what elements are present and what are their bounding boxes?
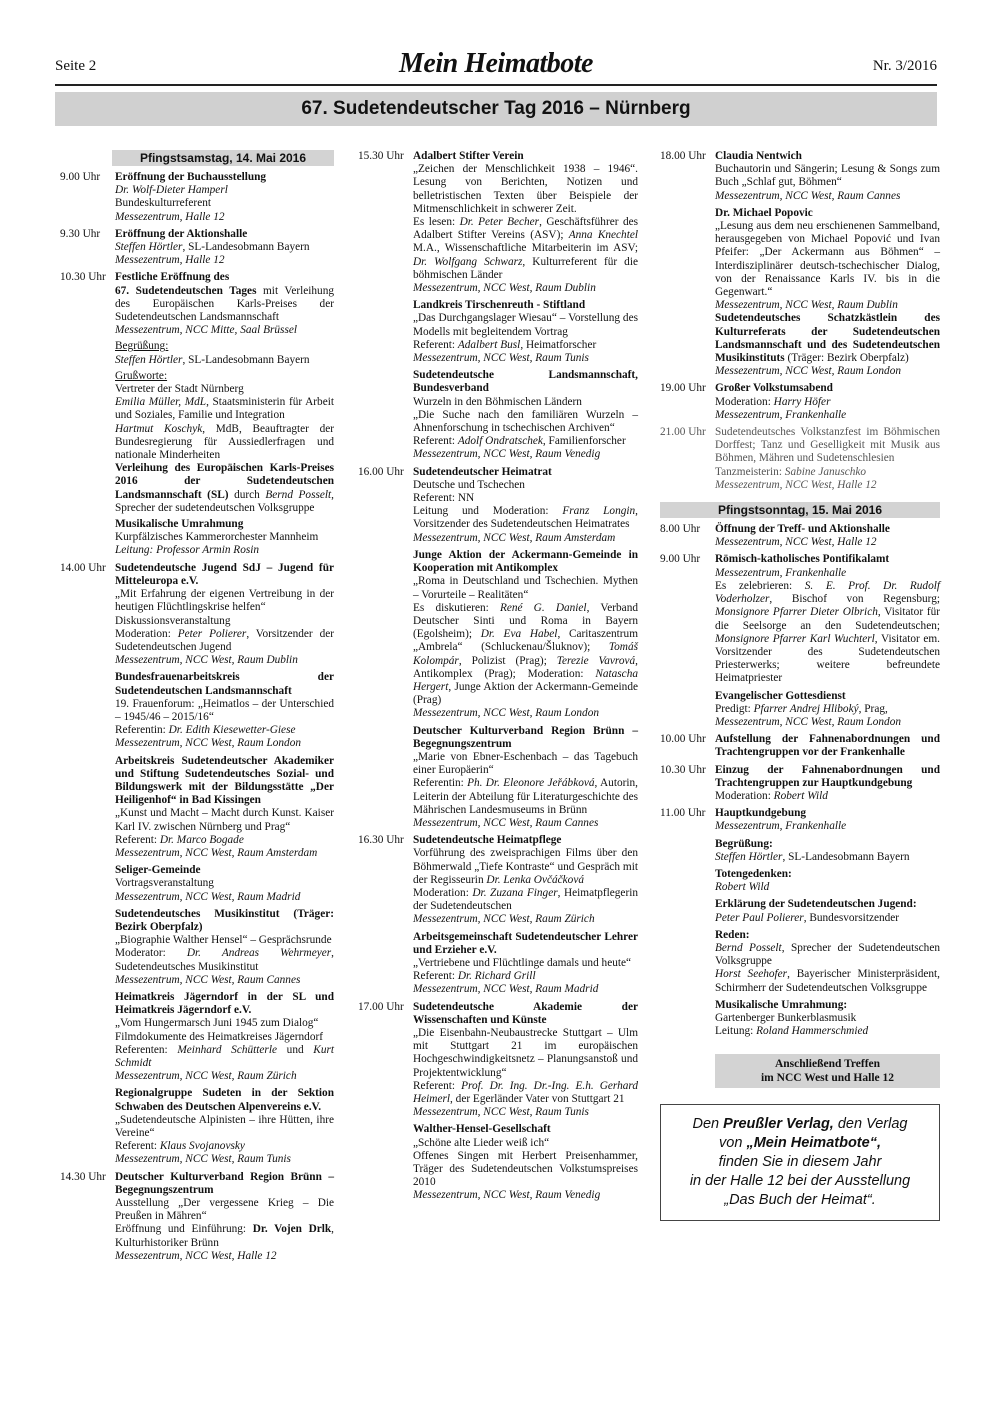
day-header-saturday: Pfingstsamstag, 14. Mai 2016 [112,150,334,166]
publisher-name: Preußler Verlag, [723,1116,834,1133]
event-desc: mit Verleihung des Europäischen Karls-Preises der Sudetendeutschen Landsmannschaft [115,284,334,324]
role: , Sudetendeutsches Musikinstitut [115,947,334,973]
event-desc: „Schöne alte Lieder weiß ich“ [413,1136,550,1149]
advert-box [660,1104,940,1221]
person: Dr. Lenka Ovčáčková [486,873,584,886]
event-desc: Ausstellung „Der vergessene Krieg – Die Preußen in Mähren“ [115,1197,334,1223]
event-title: Arbeitskreis Sudetendeutscher Akademiker und Stiftung Sudetendeutsches Sozial- und Bildungswerk mit der Bildungsstätte „Der Heiligenhof“ in Bad Kissingen [115,754,334,807]
event-title: 67. Sudetendeutschen Tages [115,284,257,297]
header-rule [55,84,937,86]
person: René G. Daniel [499,601,587,614]
event-title: Sudetendeutsche Akademie der Wissenschaften und Künste [413,1000,638,1026]
text: , Junge Aktion der Ackermann-Gemeinde (Prag) [413,680,638,707]
text: Referent: [413,435,458,448]
person: Dr. Eva Habel [480,628,558,641]
event-title: Dr. Michael Popovic [715,206,813,219]
text: , Sprecher der Sudetendeutschen Volksgruppe [715,941,940,968]
event-desc: „Die Suche nach den familiären Wurzeln – Ahnenforschung in tschechischen Archiven“ [413,408,638,435]
event-time: 10.30 Uhr [660,763,706,776]
person: Dr. Vojen Drlk [252,1223,332,1236]
text: „Das Buch der Heimat“. [724,1192,876,1209]
location: Messezentrum, NCC West, Raum Venedig [413,448,601,461]
sub-event [413,725,638,831]
event-desc: Sudetendeutsches Volkstanzfest im Böhmischen Dorffest; Tanz und Geselligkeit mit Musik aus Böhmen, Mähren und Sudetenschlesien [715,426,940,465]
section-label: Musikalische Umrahmung [115,518,244,531]
ensemble: Gartenberger Bunkerblasmusik [715,1011,857,1024]
text: Referenten: [115,1043,178,1056]
section-label: Totengedenken: [715,867,792,880]
event-title: Walther-Hensel-Gesellschaft [413,1123,551,1136]
text: Referent: [115,1140,160,1153]
person: Prof. Dr. Ing. Dr.-Ing. E.h. Gerhard Heimerl [413,1079,638,1106]
person: Dr. Zuzana Finger [472,886,558,899]
role: , Staatsministerin für Arbeit und Soziales, Familie und Integration [115,396,334,422]
text: Referent: [413,970,458,983]
role: Bundeskulturreferent [115,197,211,210]
event [358,1001,638,1120]
event-title: Bundesfrauenarbeitskreis der Sudetendeutschen Landsmannschaft [115,671,334,697]
masthead-logo: Mein Heimatbote [399,48,593,79]
text: , Antikomplex (Prag); Moderation: [413,654,638,680]
text: Vorführung des zweisprachigen Films über den Böhmerwald „Tiefe Kontraste“ und Gespräch mit der Regisseurin [413,847,638,886]
event-title: Römisch-katholisches Pontifikalamt [715,553,890,566]
role: , SL-Landesobmann Bayern [182,241,310,254]
person: Emilia Müller, MdL [115,396,207,409]
person: Roland Hammerschmied [756,1025,869,1038]
event-time: 9.00 Uhr [60,171,101,183]
person: Pfarrer Andrej Hliboký [753,702,859,715]
event-title: Evangelischer Gottesdienst [715,689,846,702]
text: , Caritaszentrum „Ambrela“ (Schluckenau/Šluknov); [413,628,638,654]
event-desc: „Das Durchgangslager Wiesau“ – Vorstellung des Modells mit begleitendem Vortrag [413,312,638,338]
location: Messezentrum, NCC West, Raum Cannes [413,816,599,829]
location: Messezentrum, Halle 12 [115,210,225,223]
event [660,523,940,549]
event-desc: „Biographie Walther Hensel“ – Gesprächsrunde [115,934,332,947]
page-header [55,48,937,88]
event-title: Eröffnung der Aktionshalle [115,227,248,240]
person: Peter Polierer [177,627,247,640]
event-desc: „Roma in Deutschland und Tschechien. Mythen – Vorurteile – Realitäten“ [413,575,638,601]
event [60,228,334,268]
location: Messezentrum, Frankenhalle [715,566,847,579]
role: , MdB, Beauftragter der Bundesregierung für Aussiedlerfragen und nationale Minderheiten [115,422,334,462]
event-title: Sudetendeutsches Schatzkästlein des Kulturreferats der Sudetendeutschen Landsmannschaft und des Sudetendeutschen Musikinstituts [715,312,940,365]
closing-note-line: im NCC West und Halle 12 [760,1072,894,1085]
event-time: 10.30 Uhr [60,271,106,284]
text: Leitung und Moderation: [413,505,563,518]
person: Horst Seehofer [715,968,788,981]
sub-event [413,299,638,365]
day-header-sunday: Pfingstsonntag, 15. Mai 2016 [660,502,940,518]
text: und [277,1043,314,1056]
location: Messezentrum, NCC Mitte, Saal Brüssel [115,324,297,337]
location: Messezentrum, NCC West, Raum Zürich [115,1070,297,1083]
event [358,466,638,545]
text: in der Halle 12 bei der Ausstellung [689,1173,911,1190]
text: , Kulturreferent für die böhmischen Länder [413,255,638,281]
person: Dr. Wolf-Dieter Hamperl [115,184,228,197]
text: , Polizist (Prag); [458,654,557,667]
person: Klaus Svojanovsky [159,1140,245,1153]
sub-event [115,908,334,987]
text: , der Egerländer Vater von Stuttgart 21 [450,1093,625,1106]
person: Steffen Hörtler [115,241,183,254]
event-title: Sudetendeutsche Heimatpflege [413,834,562,847]
event-desc: 19. Frauenforum: „Heimatlos – der Unterschied – 1945/46 – 2015/16“ [115,697,334,723]
event [60,1171,334,1263]
section-label: Begrüßung: [115,340,169,353]
event-title: Sudetendeutscher Heimatrat [413,465,552,478]
event [660,382,940,422]
location: Messezentrum, NCC West, Raum Tunis [413,1106,589,1119]
event-desc: „Kunst und Macht – Macht durch Kunst. Kaiser Karl IV. zwischen Nürnberg und Prag“ [115,807,334,833]
award-title: Verleihung des Europäischen Karls-Preises 2016 der Sudetendeutschen Landsmannschaft (SL) [115,462,334,501]
event-time: 18.00 Uhr [660,150,706,162]
closing-note-line: Anschließend Treffen [774,1058,881,1071]
person: Anna Knechtel [568,229,638,242]
event [660,807,940,1038]
page-number: Seite 2 [55,58,97,74]
text: , Prag, [858,702,888,715]
person: Harry Höfer [773,395,831,408]
sub-event [715,690,940,730]
column-2 [358,150,638,1207]
event-desc: „Vom Hungermarsch Juni 1945 zum Dialog“ [115,1017,319,1030]
person: Terezie Vavrová [556,654,636,667]
location: Messezentrum, NCC West, Raum London [715,365,901,378]
person: Peter Paul Polierer [715,911,804,924]
event-desc: Filmdokumente des Heimatkreises Jägerndorf [115,1030,323,1043]
event-title: Sudetendeutsches Musikinstitut (Träger: Bezirk Oberpfalz) [115,907,334,933]
section-label: Musikalische Umrahmung: [715,998,848,1011]
person: Bernd Posselt [265,488,332,501]
location: Messezentrum, NCC West, Halle 12 [715,478,877,491]
event-desc: Deutsche und Tschechen [413,478,525,491]
event [60,562,334,668]
event [660,150,940,203]
sub-event [115,991,334,1083]
text: Leitung: [715,1025,757,1038]
sub-event [115,671,334,750]
event [60,271,334,557]
person: Meinhard Schütterle [177,1043,277,1056]
person: Dr. Richard Grill [457,970,536,983]
text: Referentin: [115,724,169,737]
location: Messezentrum, NCC West, Raum Amsterdam [413,531,616,544]
sub-event [413,1123,638,1202]
paper-name: „Mein Heimatbote“, [746,1135,881,1152]
event [60,171,334,224]
text: , Bayerischer Ministerpräsident, Schirmherr der Sudetendeutschen Volksgruppe [715,968,940,994]
location: Messezentrum, NCC West, Raum Tunis [115,1153,291,1166]
event-time: 16.30 Uhr [358,834,404,847]
person: Bernd Posselt [715,941,782,954]
event-title: Festliche Eröffnung des [115,271,230,284]
event-desc: „Die Eisenbahn-Neubaustrecke Stuttgart – Ulm mit Stuttgart 21 im europäischen Hochgeschwindigkeitsnetz – Planungsanstoß und Projektentwicklung“ [413,1027,638,1079]
text: , Vorsitzender des Sudetendeutschen Heimatrates [413,505,638,531]
conductor: Leitung: Professor Armin Rosin [115,544,260,557]
location: Messezentrum, NCC West, Raum Dublin [115,654,298,667]
section-label: Reden: [715,928,750,941]
speaker: Vertreter der Stadt Nürnberg [115,383,244,396]
event-title: Aufstellung der Fahnenabordnungen und Trachtengruppen vor der Frankenhalle [715,733,940,759]
event [358,834,638,926]
text: Moderation: [715,395,774,408]
person: Steffen Hörtler [715,850,783,863]
event-title: Regionalgruppe Sudeten in der Sektion Schwaben des Deutschen Alpenvereins e.V. [115,1087,334,1113]
role: , Kulturhistoriker Brünn [115,1223,334,1249]
location: Messezentrum, Frankenhalle [715,820,847,833]
text: Es diskutieren: [413,601,500,614]
text: , Visitator für die Seelsorge an den Sudetendeutschen; [715,606,940,632]
event-time: 17.00 Uhr [358,1000,404,1013]
location: Messezentrum, NCC West, Raum Amsterdam [115,846,318,859]
person: Robert Wild [715,881,770,894]
person: S. E. Prof. Dr. Rudolf Voderholzer [715,579,940,606]
event-desc: Referent: NN [413,492,475,505]
text: Referent: [413,1079,462,1092]
person: Dr. Edith Kiesewetter-Giese [168,724,296,737]
person: Robert Wild [773,789,828,802]
event [660,764,940,804]
event-time: 11.00 Uhr [660,807,706,820]
event-desc: Diskussionsveranstaltung [115,614,231,627]
person: Monsignore Pfarrer Dieter Olbrich [715,606,878,619]
text: , Geschäftsführer des Adalbert Stifter Vereins (ASV); [413,216,638,242]
event-time: 19.00 Uhr [660,382,706,395]
event-title: Sudetendeutsche Jugend SdJ – Jugend für Mitteleuropa e.V. [115,561,334,587]
section-label: Grußworte: [115,369,168,382]
text: , Bischof von Regensburg; [769,593,940,606]
event-desc: „Sudetendeutsche Alpinisten – ihre Hütten, ihre Vereine“ [115,1113,334,1140]
ensemble: Kurpfälzisches Kammerorchester Mannheim [115,531,319,544]
text: den Verlag [833,1116,908,1133]
event-title: Hauptkundgebung [715,807,807,820]
location: Messezentrum, NCC West, Raum Cannes [715,189,901,202]
location: Messezentrum, NCC West, Halle 12 [715,536,877,549]
event-title: Öffnung der Treff- und Aktionshalle [715,523,890,536]
location: Messezentrum, NCC West, Raum Dublin [715,299,898,312]
location: Messezentrum, NCC West, Raum London [413,707,599,720]
event-title: Seliger-Gemeinde [115,864,201,877]
text: , Heimatforscher [520,338,597,351]
column-1 [60,150,334,1267]
text: Referentin: [413,777,468,790]
event-desc: Buchautorin und Sängerin; Lesung & Songs zum Buch „Schlaf gut, Böhmen“ [715,163,940,189]
issue-number: Nr. 3/2016 [872,58,937,74]
person: Dr. Peter Becher [459,216,540,229]
text: von [719,1135,747,1152]
location: Messezentrum, NCC West, Raum Tunis [413,352,589,365]
sub-event [715,207,940,379]
location: Messezentrum, NCC West, Raum Madrid [115,890,301,903]
person: Kurt Schmidt [115,1043,335,1069]
event-title: Arbeitsgemeinschaft Sudetendeutscher Lehrer und Erzieher e.V. [413,930,638,956]
person: Dr. Andreas Wehrmeyer [186,947,332,960]
event-desc: Offenes Singen mit Herbert Preisenhammer, Träger des Sudetendeutschen Volkstumspreises 2010 [413,1149,638,1189]
sub-event [115,755,334,861]
sub-event [413,369,638,461]
person: Adolf Ondratschek [457,435,543,448]
sub-event [115,864,334,904]
person: Steffen Hörtler [115,353,183,366]
location: Messezentrum, NCC West, Raum Cannes [115,973,301,986]
event [660,733,940,759]
event-time: 21.00 Uhr [660,426,706,439]
location: Messezentrum, Halle 12 [115,254,225,267]
person: Dr. Wolfgang Schwarz [413,255,523,268]
event-time: 15.30 Uhr [358,150,404,162]
event-title: Landkreis Tirschenreuth - Stiftland [413,299,586,312]
person: Dr. Marco Bogade [159,833,244,846]
event-desc: „Mit Erfahrung der eigenen Vertreibung in der heutigen Flüchtlingskrise helfen“ [115,588,334,614]
event-time: 16.00 Uhr [358,465,404,478]
person: Ph. Dr. Eleonore Jeřábková [467,777,595,790]
event-time: 10.00 Uhr [660,733,706,746]
event-time: 14.00 Uhr [60,561,106,574]
event-desc: „Lesung aus dem neu erschienenen Sammelband, herausgegeben von Michael Popović und Ivan Pfeifer: „Der Ackermann aus Böhmen“ – Interdisziplinärer deutsch-tschechischer Dialog, von der Renaissance Karls IV. bis in die Gegenwart.“ [715,220,940,299]
event-time: 9.00 Uhr [660,553,701,566]
location: Messezentrum, NCC West, Raum Madrid [413,983,599,996]
text: , Visitator em. Vorsitzender des Sudetendeutschen Priesterwerks; weitere befreundete Heimatpriester [715,632,940,685]
event-time: 9.30 Uhr [60,227,101,240]
text: , Autorin, Leiterin der Abteilung für Literaturgeschichte des Mährischen Landesmuseums in Brünn [413,777,638,816]
location: Messezentrum, NCC West, Raum Venedig [413,1189,601,1202]
event-title: Eröffnung der Buchausstellung [115,171,267,183]
page-title: 67. Sudetendeutscher Tag 2016 – Nürnberg [55,92,937,126]
location: Messezentrum, NCC West, Raum London [715,715,901,728]
text: (Träger: Bezirk Oberpfalz) [784,352,909,365]
event-title: Sudetendeutsche Landsmannschaft, Bundesverband [413,369,638,395]
text: Predigt: [715,702,754,715]
text: Moderator: [115,947,187,960]
event-title: Claudia Nentwich [715,150,802,162]
event-title: Adalbert Stifter Verein [413,150,524,162]
location: Messezentrum, NCC West, Halle 12 [115,1249,277,1262]
location: Messezentrum, NCC West, Raum Dublin [413,282,596,295]
text: , Familienforscher [542,435,626,448]
event-title: Einzug der Fahnenabordnungen und Trachtengruppen zur Hauptkundgebung [715,763,940,789]
event-title: Junge Aktion der Ackermann-Gemeinde in Kooperation mit Antikomplex [413,548,638,575]
event-time: 14.30 Uhr [60,1170,106,1183]
person: Franz Longin [562,505,636,518]
text: Moderation: [715,789,774,802]
text: Es zelebrieren: [715,579,805,592]
text: Moderation: [115,627,178,640]
event [660,553,940,685]
text: Tanzmeisterin: [715,465,785,478]
text: , Heimatpflegerin der Sudetendeutschen [413,886,638,913]
event-title: Großer Volkstumsabend [715,382,833,395]
sub-event [413,549,638,721]
closing-note [715,1054,940,1088]
event-title: Heimatkreis Jägerndorf in der SL und Heimatkreis Jägerndorf e.V. [115,990,334,1017]
text: M.A., Wissenschaftliche Mitarbeiterin im ASV; [413,242,638,255]
person: Sabine Januschko [784,465,867,478]
event-desc: „Zeichen der Menschlichkeit 1938 – 1946“. Lesung von Berichten, Notizen und belletristischen Texten über Beispiele der Mitmenschlichkeit in schwerer Zeit. [413,163,638,215]
location: Messezentrum, NCC West, Raum Zürich [413,913,595,926]
location: Messezentrum, NCC West, Raum London [115,737,301,750]
text: Den [692,1116,724,1133]
event-title: Deutscher Kulturverband Region Brünn – Begegnungszentrum [115,1170,334,1196]
text: durch [228,488,266,501]
location: Messezentrum, Frankenhalle [715,408,847,421]
event-desc: Wurzeln in den Böhmischen Ländern [413,395,582,408]
person: Hartmut Koschyk [115,422,203,435]
text: finden Sie in diesem Jahr [718,1154,882,1171]
role: , Sprecher der sudetendeutschen Volksgruppe [115,488,334,514]
event-desc: „Marie von Ebner-Eschenbach – das Tagebuch einer Europäerin“ [413,750,638,777]
event-title: Deutscher Kulturverband Region Brünn – Begegnungszentrum [413,724,638,750]
event-time: 8.00 Uhr [660,523,701,536]
event [660,426,940,492]
text: Referent: [413,338,458,351]
sub-event [413,931,638,997]
column-3 [660,150,940,1221]
text: Es lesen: [413,216,460,229]
text: Referent: [115,833,160,846]
role: , SL-Landesobmann Bayern [182,353,310,366]
person: Tomáš Kolompár [413,641,638,667]
text: Moderation: [413,886,473,899]
event-desc: „Vertriebene und Flüchtlinge damals und heute“ [413,956,632,969]
person: Adalbert Busl [457,338,521,351]
role: , Vorsitzender der Sudetendeutschen Jugend [115,627,334,653]
text: Eröffnung und Einführung: [115,1223,253,1236]
section-label: Begrüßung: [715,837,773,850]
person: Monsignore Pfarrer Karl Wuchterl [715,632,875,645]
section-label: Erklärung der Sudetendeutschen Jugend: [715,898,917,911]
event-desc: Vortragsveranstaltung [115,877,214,890]
text: , Verband Deutscher Sinti und Roma in Bayern (Egolsheim); [413,601,638,641]
event [358,150,638,295]
text: , Bundesvorsitzender [803,911,900,924]
text: , SL-Landesobmann Bayern [782,850,910,863]
person: Natascha Hergert [413,667,638,693]
sub-event [115,1087,334,1166]
